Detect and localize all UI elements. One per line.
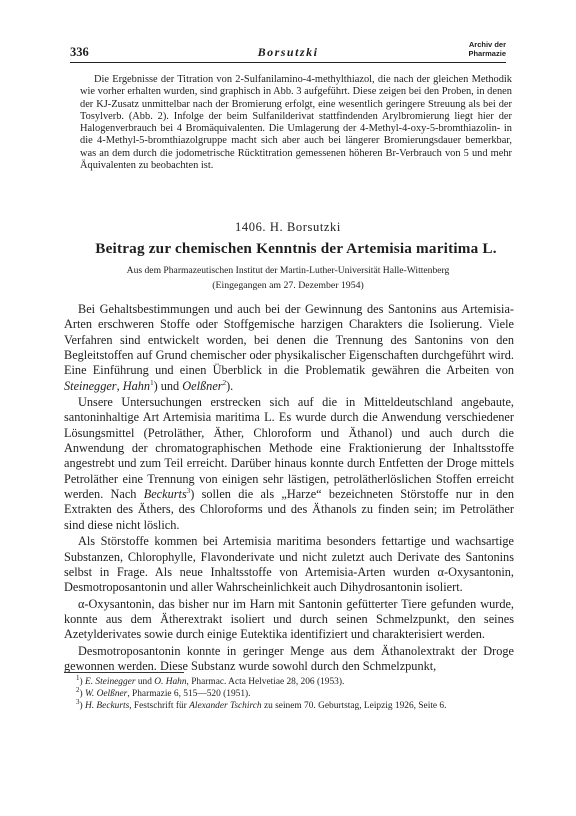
footnote-mark-2[interactable]: 2: [222, 378, 227, 387]
footnote-mark-1[interactable]: 1: [150, 378, 154, 387]
header-rule: [70, 62, 506, 63]
p1-sep: ,: [116, 378, 123, 393]
footnote-3-author: H. Beckurts: [84, 701, 130, 711]
article-number-author: 1406. H. Borsutzki: [235, 220, 341, 234]
footnote-2-citation: , Pharmazie 6, 515—520 (1951).: [127, 689, 251, 699]
p1-end: ).: [226, 378, 234, 393]
p2-text: Unsere Untersuchungen erstrecken sich auf die in Mitteldeutschland angebaute, santoninhaltige Art Artemisia maritima L. Es wurde durch die Anwendung verschiedener Lösungsmittel (Petroläther, Äther, Chloroform und Äthanol) und auch durch die Anwendung der chromatographischen Methode eine Fraktionierung der Inhaltsstoffe angestrebt und zum Teil erreicht. Darüber hinaus konnte durch Entfetten der Droge mittels Petroläther eine Trennung von einigen sehr lästigen, petrolätherlöslichen Stoffen erreicht werden. Nach: [64, 395, 514, 502]
footnote-1-author-2: O. Hahn: [154, 677, 187, 687]
journal-name: [468, 41, 506, 58]
footnote-2-mark: 2: [76, 685, 80, 694]
body-paragraph-2: [64, 395, 514, 533]
received-date: (Eingegangen am 27. Dezember 1954): [212, 280, 364, 291]
journal-name-line1: Archiv der: [468, 40, 506, 49]
footnote-2: $^2$) W. Oelßner, Pharmazie 6, 515—520 (1951).: [76, 685, 251, 699]
journal-name-line2: Pharmazie: [468, 48, 506, 58]
article-body: [64, 302, 514, 675]
previous-article-paragraph: Die Ergebnisse der Titration von 2-Sulfanilamino-4-methylthiazol, die nach der gleichen Methodik wie vorher erhalten wurden, sind graphisch in Abb. 3 aufgeführt. Diese zeigen bei den Proben, in denen der KJ-Zusatz unmittelbar nach der Bromierung erfolgt, eine wesentlich geringere Streuung als bei der Tosylverb. (Abb. 2). Infolge der beim Sulfanilderivat stattfindenden Arylbromierung liegt hier der Halogenverbrauch bei 4 Bromäquivalenten. Die Umlagerung der 4-Methyl-4-oxy-5-bromthiazolin- in die 4-Methyl-5-bromthiazolgruppe macht sich aber auch bei längerer Bromierungsdauer bemerkbar, was an dem durch die jodometrische Rücktitration gemessenen höheren Br-Verbrauch von 5 und mehr Äquivalenten zu beobachten ist.: [80, 74, 512, 172]
previous-article-text: [80, 74, 512, 172]
footnote-rule: [64, 672, 184, 673]
author-ref-hahn: Hahn: [122, 378, 151, 393]
footnote-3: $^3$) H. Beckurts, Festschrift für Alexander Tschirch zu seinem 70. Geburtstag, Leipzig 1926, Seite 6.: [76, 697, 447, 711]
institute-line: Aus dem Pharmazeutischen Institut der Martin-Luther-Universität Halle-Wittenberg: [126, 265, 450, 276]
author-ref-oelssner: Oelßner: [182, 378, 223, 393]
footnote-3-mid: , Festschrift für: [129, 701, 190, 711]
running-title: Borsutzki: [257, 45, 319, 59]
p1-and: ) und: [153, 378, 183, 393]
page-number: 336: [70, 45, 89, 59]
body-paragraph-1: [64, 302, 514, 394]
footnote-1-author-1: E. Steinegger: [84, 677, 136, 687]
author-ref-beckurts: Beckurts: [143, 487, 187, 502]
body-paragraph-3: Als Störstoffe kommen bei Artemisia maritima besonders fettartige und wachsartige Substanzen, Chlorophylle, Flavonderivate und nicht zuletzt auch Derivate des Santonins selbst in Frage. Als neue Inhaltsstoffe von Artemisia-Arten wurden α-Oxysantonin, Desmotroposantonin und aller Wahrscheinlichkeit auch Dihydrosantonin isoliert.: [64, 534, 514, 595]
footnotes: [64, 673, 514, 712]
article-title: Beitrag zur chemischen Kenntnis der Artemisia maritima L.: [95, 240, 497, 257]
footnote-1-mark: 1: [76, 673, 80, 682]
footnote-1-citation: , Pharmac. Acta Helvetiae 28, 206 (1953).: [186, 677, 345, 687]
footnote-1: $^1$) E. Steinegger und O. Hahn, Pharmac. Acta Helvetiae 28, 206 (1953).: [76, 673, 345, 687]
author-ref-steinegger: Steinegger: [64, 378, 117, 393]
footnote-3-citation: zu seinem 70. Geburtstag, Leipzig 1926, Seite 6.: [261, 701, 447, 711]
footnote-3-mark: 3: [76, 697, 80, 706]
body-paragraph-5: Desmotroposantonin konnte in geringer Menge aus dem Äthanolextrakt der Droge gewonnen werden. Diese Substanz wurde sowohl durch den Schmelzpunkt,: [64, 643, 514, 673]
footnote-2-author: W. Oelßner: [84, 689, 128, 699]
page-header: [70, 40, 506, 68]
footnote-3-honoree: Alexander Tschirch: [189, 701, 262, 711]
p1-text: Bei Gehaltsbestimmungen und auch bei der Gewinnung des Santonins aus Artemisia-Arten erschweren Stoffe oder Stoffgemische harzigen Charakters die Isolierung. Viele Verfahren sind entwickelt worden, bei denen die Trennung des Santonins von den Begleitstoffen auf Grund chemischer oder physikalischer Eigenschaften durchgeführt wird. Eine Einführung und einen Überblick in die Problematik gewähren die Arbeiten von: [64, 302, 514, 378]
footnote-mark-3[interactable]: 3: [186, 487, 191, 496]
body-paragraph-4: α-Oxysantonin, das bisher nur im Harn mit Santonin gefütterter Tiere gefunden wurde, konnte aus dem Ätherextrakt isoliert und durch seinen Schmelzpunkt, den seines Azetylderivates sowie durch einige Eutektika identifiziert und charakterisiert werden.: [64, 596, 514, 642]
p2-end: ) sollen die als „Harze“ bezeichneten Störstoffe nur in den Extrakten des Äthers, des Chloroforms und des Äthanols zu finden sein; im Petroläther sind diese nicht löslich.: [64, 487, 515, 532]
footnote-1-und: und: [135, 677, 155, 687]
